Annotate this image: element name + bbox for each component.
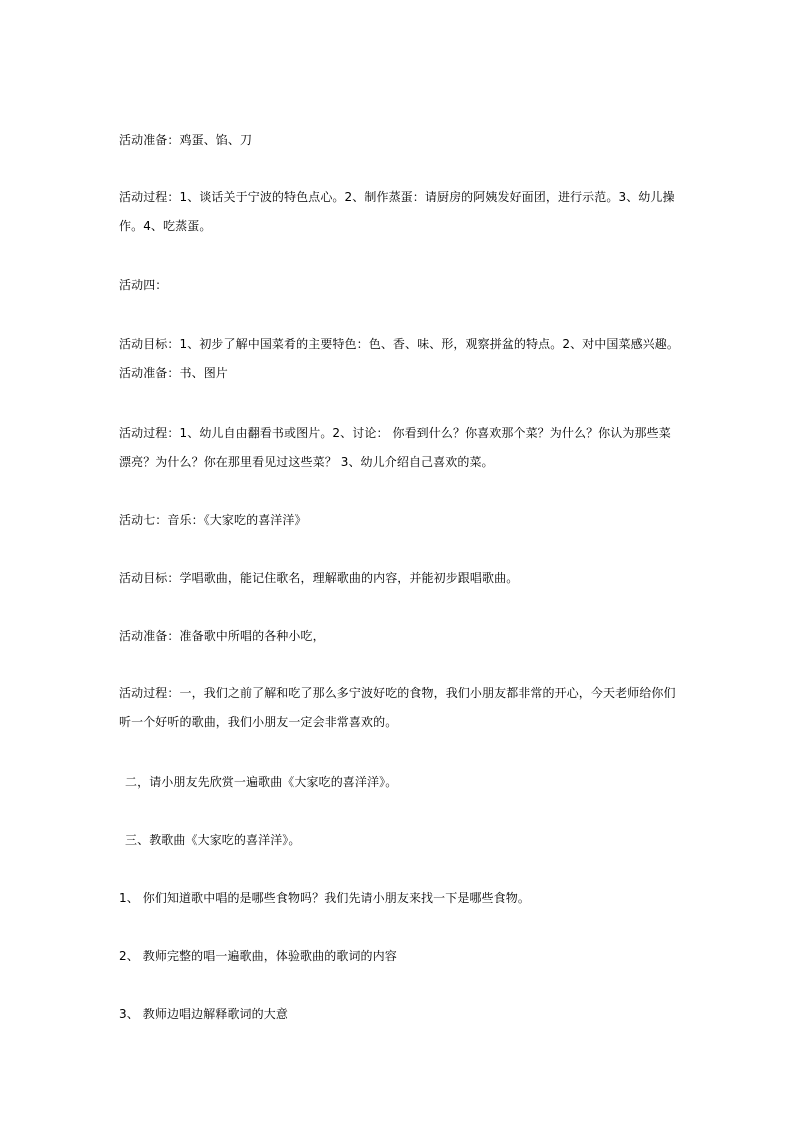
paragraph-activity-process: 活动过程：1、谈话关于宁波的特色点心。2、制作蒸蛋：请厨房的阿姨发好面团，进行示范。3、幼儿操作。4、吃蒸蛋。 <box>119 190 675 233</box>
paragraph-step-two: 二，请小朋友先欣赏一遍歌曲《大家吃的喜洋洋》。 <box>125 775 398 789</box>
heading-activity-seven: 活动七：音乐：《大家吃的喜洋洋》 <box>119 513 307 527</box>
paragraph-activity-prep: 活动准备：鸡蛋、馅、刀 <box>119 133 253 147</box>
paragraph-activity-prep-books: 活动准备：书、图片 <box>119 366 228 380</box>
heading-activity-four: 活动四： <box>119 278 168 292</box>
paragraph-music-prep: 活动准备：准备歌中所唱的各种小吃， <box>119 629 325 643</box>
paragraph-music-process: 活动过程：一，我们之前了解和吃了那么多宁波好吃的食物，我们小朋友都非常的开心，今天老师给你们听一个好听的歌曲，我们小朋友一定会非常喜欢的。 <box>119 686 676 729</box>
list-item-3: 3、 教师边唱边解释歌词的大意 <box>119 1007 288 1021</box>
list-item-2: 2、 教师完整的唱一遍歌曲，体验歌曲的歌词的内容 <box>119 949 397 963</box>
paragraph-music-goal: 活动目标：学唱歌曲，能记住歌名，理解歌曲的内容，并能初步跟唱歌曲。 <box>119 571 519 585</box>
list-item-1: 1、 你们知道歌中唱的是哪些食物吗？我们先请小朋友来找一下是哪些食物。 <box>119 891 530 905</box>
paragraph-step-three: 三、教歌曲《大家吃的喜洋洋》。 <box>125 833 301 847</box>
paragraph-activity-goal: 活动目标：1、初步了解中国菜肴的主要特色：色、香、味、形，观察拼盆的特点。2、对中国菜感兴趣。 <box>119 337 679 351</box>
paragraph-activity-process-discussion: 活动过程：1、幼儿自由翻看书或图片。2、讨论： 你看到什么？你喜欢那个菜？为什么？你认为那些菜漂亮？为什么？你在那里看见过这些菜？ 3、幼儿介绍自己喜欢的菜。 <box>119 426 671 469</box>
